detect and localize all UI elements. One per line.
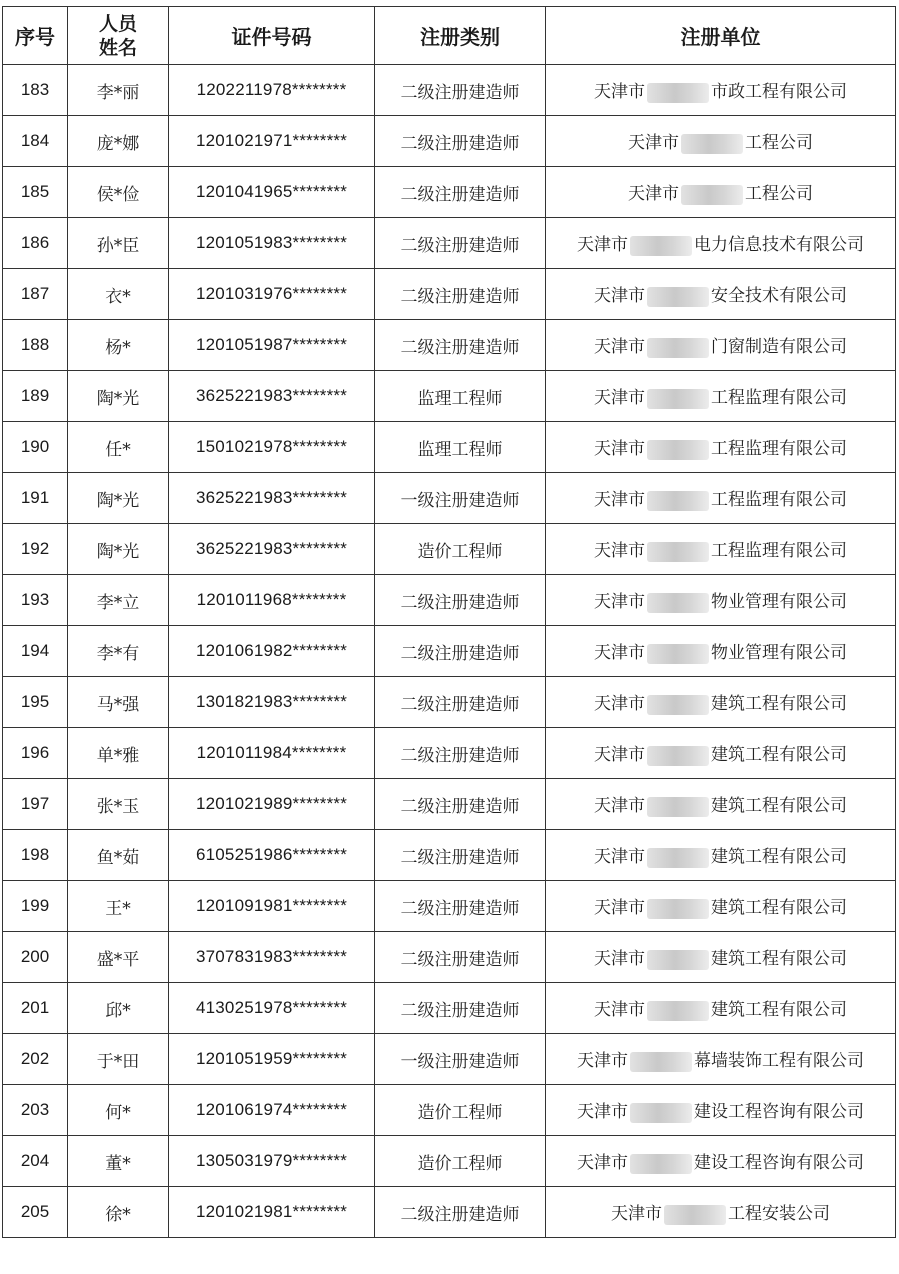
- cell-unit: [546, 1034, 896, 1085]
- cell-id-number: 1201011968********: [169, 575, 375, 626]
- table-row: [3, 1136, 896, 1187]
- cell-index: 205: [3, 1187, 68, 1238]
- redaction-blur: [681, 134, 743, 154]
- header-index: 序号: [3, 7, 68, 65]
- header-name-line1: 人员: [98, 12, 137, 35]
- cell-name: 李*丽: [68, 65, 169, 116]
- cell-index: 195: [3, 677, 68, 728]
- redaction-blur: [647, 1001, 709, 1021]
- unit-suffix: 建筑工程有限公司: [711, 898, 847, 919]
- unit-suffix: 市政工程有限公司: [711, 82, 847, 103]
- cell-index: 197: [3, 779, 68, 830]
- table-row: [3, 728, 896, 779]
- redaction-blur: [647, 287, 709, 307]
- cell-unit: [546, 677, 896, 728]
- cell-id-number: 1201051959********: [169, 1034, 375, 1085]
- cell-category: 二级注册建造师: [375, 932, 546, 983]
- unit-suffix: 建设工程咨询有限公司: [694, 1153, 864, 1174]
- cell-category: 二级注册建造师: [375, 320, 546, 371]
- cell-name: 王*: [68, 881, 169, 932]
- cell-category: 二级注册建造师: [375, 779, 546, 830]
- table-row: [3, 779, 896, 830]
- cell-category: 监理工程师: [375, 422, 546, 473]
- cell-id-number: 1201011984********: [169, 728, 375, 779]
- cell-index: 201: [3, 983, 68, 1034]
- cell-index: 196: [3, 728, 68, 779]
- cell-index: 187: [3, 269, 68, 320]
- redaction-blur: [647, 848, 709, 868]
- cell-id-number: 1305031979********: [169, 1136, 375, 1187]
- cell-name: 徐*: [68, 1187, 169, 1238]
- cell-index: 185: [3, 167, 68, 218]
- cell-name: 何*: [68, 1085, 169, 1136]
- cell-unit: [546, 167, 896, 218]
- cell-id-number: 1301821983********: [169, 677, 375, 728]
- cell-id-number: 6105251986********: [169, 830, 375, 881]
- table-header-row: [3, 7, 896, 65]
- cell-unit: [546, 575, 896, 626]
- cell-name: 李*有: [68, 626, 169, 677]
- unit-prefix: 天津市: [577, 1102, 628, 1123]
- unit-suffix: 电力信息技术有限公司: [694, 235, 864, 256]
- cell-id-number: 1201021971********: [169, 116, 375, 167]
- unit-suffix: 建筑工程有限公司: [711, 1000, 847, 1021]
- table-row: [3, 524, 896, 575]
- header-name-line2: 姓名: [98, 36, 137, 59]
- unit-prefix: 天津市: [594, 541, 645, 562]
- cell-unit: [546, 626, 896, 677]
- redaction-blur: [647, 389, 709, 409]
- cell-category: 二级注册建造师: [375, 728, 546, 779]
- cell-unit: [546, 1085, 896, 1136]
- unit-suffix: 物业管理有限公司: [711, 643, 847, 664]
- cell-category: 二级注册建造师: [375, 116, 546, 167]
- cell-index: 186: [3, 218, 68, 269]
- cell-index: 188: [3, 320, 68, 371]
- unit-suffix: 物业管理有限公司: [711, 592, 847, 613]
- unit-prefix: 天津市: [594, 439, 645, 460]
- redaction-blur: [647, 83, 709, 103]
- redaction-blur: [664, 1205, 726, 1225]
- cell-id-number: 3707831983********: [169, 932, 375, 983]
- cell-name: 衣*: [68, 269, 169, 320]
- cell-index: 183: [3, 65, 68, 116]
- unit-suffix: 工程监理有限公司: [711, 541, 847, 562]
- cell-id-number: 1201051983********: [169, 218, 375, 269]
- unit-suffix: 安全技术有限公司: [711, 286, 847, 307]
- unit-suffix: 门窗制造有限公司: [711, 337, 847, 358]
- unit-suffix: 建筑工程有限公司: [711, 949, 847, 970]
- cell-category: 二级注册建造师: [375, 218, 546, 269]
- cell-index: 191: [3, 473, 68, 524]
- cell-unit: [546, 371, 896, 422]
- cell-category: 一级注册建造师: [375, 1034, 546, 1085]
- cell-unit: [546, 932, 896, 983]
- unit-prefix: 天津市: [577, 1051, 628, 1072]
- cell-id-number: 1201021981********: [169, 1187, 375, 1238]
- unit-prefix: 天津市: [594, 796, 645, 817]
- cell-name: 侯*俭: [68, 167, 169, 218]
- cell-name: 董*: [68, 1136, 169, 1187]
- unit-suffix: 工程监理有限公司: [711, 490, 847, 511]
- cell-id-number: 1201061974********: [169, 1085, 375, 1136]
- cell-category: 二级注册建造师: [375, 167, 546, 218]
- table-row: [3, 830, 896, 881]
- cell-id-number: 1201031976********: [169, 269, 375, 320]
- table-row: [3, 116, 896, 167]
- table-row: [3, 983, 896, 1034]
- unit-prefix: 天津市: [594, 592, 645, 613]
- cell-unit: [546, 779, 896, 830]
- cell-category: 二级注册建造师: [375, 881, 546, 932]
- redaction-blur: [647, 491, 709, 511]
- redaction-blur: [647, 542, 709, 562]
- table-row: [3, 575, 896, 626]
- cell-name: 陶*光: [68, 524, 169, 575]
- cell-name: 邱*: [68, 983, 169, 1034]
- cell-index: 192: [3, 524, 68, 575]
- table-row: [3, 1187, 896, 1238]
- registration-table: [2, 6, 896, 1238]
- cell-unit: [546, 218, 896, 269]
- table-row: [3, 269, 896, 320]
- unit-prefix: 天津市: [628, 133, 679, 154]
- cell-unit: [546, 881, 896, 932]
- cell-unit: [546, 269, 896, 320]
- cell-index: 189: [3, 371, 68, 422]
- table-row: [3, 932, 896, 983]
- unit-prefix: 天津市: [594, 1000, 645, 1021]
- table-row: [3, 1085, 896, 1136]
- cell-unit: [546, 65, 896, 116]
- cell-category: 二级注册建造师: [375, 65, 546, 116]
- header-category: 注册类别: [375, 7, 546, 65]
- cell-id-number: 3625221983********: [169, 473, 375, 524]
- cell-id-number: 1201041965********: [169, 167, 375, 218]
- cell-category: 二级注册建造师: [375, 269, 546, 320]
- table-row: [3, 218, 896, 269]
- unit-suffix: 建筑工程有限公司: [711, 745, 847, 766]
- table-row: [3, 677, 896, 728]
- cell-index: 198: [3, 830, 68, 881]
- unit-suffix: 工程公司: [745, 184, 813, 205]
- unit-prefix: 天津市: [594, 694, 645, 715]
- redaction-blur: [647, 950, 709, 970]
- cell-unit: [546, 524, 896, 575]
- unit-prefix: 天津市: [594, 643, 645, 664]
- unit-suffix: 工程监理有限公司: [711, 439, 847, 460]
- cell-category: 二级注册建造师: [375, 983, 546, 1034]
- redaction-blur: [630, 236, 692, 256]
- redaction-blur: [647, 695, 709, 715]
- table-row: [3, 473, 896, 524]
- cell-unit: [546, 983, 896, 1034]
- cell-index: 204: [3, 1136, 68, 1187]
- redaction-blur: [647, 746, 709, 766]
- cell-index: 193: [3, 575, 68, 626]
- table-row: [3, 881, 896, 932]
- table-row: [3, 65, 896, 116]
- cell-id-number: 1202211978********: [169, 65, 375, 116]
- redaction-blur: [647, 899, 709, 919]
- cell-category: 二级注册建造师: [375, 677, 546, 728]
- cell-unit: [546, 320, 896, 371]
- cell-unit: [546, 728, 896, 779]
- cell-index: 184: [3, 116, 68, 167]
- table-row: [3, 371, 896, 422]
- header-unit: 注册单位: [546, 7, 896, 65]
- cell-unit: [546, 116, 896, 167]
- cell-index: 190: [3, 422, 68, 473]
- cell-name: 杨*: [68, 320, 169, 371]
- cell-name: 盛*平: [68, 932, 169, 983]
- cell-category: 二级注册建造师: [375, 575, 546, 626]
- cell-category: 造价工程师: [375, 524, 546, 575]
- cell-unit: [546, 1136, 896, 1187]
- table-body: [3, 65, 896, 1238]
- cell-name: 张*玉: [68, 779, 169, 830]
- cell-id-number: 1501021978********: [169, 422, 375, 473]
- redaction-blur: [630, 1052, 692, 1072]
- unit-suffix: 建筑工程有限公司: [711, 847, 847, 868]
- cell-unit: [546, 830, 896, 881]
- cell-id-number: 1201051987********: [169, 320, 375, 371]
- redaction-blur: [647, 593, 709, 613]
- unit-suffix: 工程安装公司: [728, 1204, 830, 1225]
- cell-name: 任*: [68, 422, 169, 473]
- table-row: [3, 626, 896, 677]
- cell-id-number: 4130251978********: [169, 983, 375, 1034]
- unit-prefix: 天津市: [594, 337, 645, 358]
- header-name: [68, 7, 169, 65]
- unit-prefix: 天津市: [594, 82, 645, 103]
- cell-index: 202: [3, 1034, 68, 1085]
- redaction-blur: [647, 440, 709, 460]
- cell-category: 监理工程师: [375, 371, 546, 422]
- unit-prefix: 天津市: [594, 745, 645, 766]
- unit-suffix: 幕墙装饰工程有限公司: [694, 1051, 864, 1072]
- cell-category: 造价工程师: [375, 1136, 546, 1187]
- cell-unit: [546, 473, 896, 524]
- cell-category: 二级注册建造师: [375, 626, 546, 677]
- cell-unit: [546, 422, 896, 473]
- unit-prefix: 天津市: [594, 898, 645, 919]
- cell-category: 一级注册建造师: [375, 473, 546, 524]
- cell-name: 孙*臣: [68, 218, 169, 269]
- unit-prefix: 天津市: [611, 1204, 662, 1225]
- redaction-blur: [630, 1103, 692, 1123]
- redaction-blur: [647, 338, 709, 358]
- table-row: [3, 320, 896, 371]
- cell-id-number: 1201021989********: [169, 779, 375, 830]
- cell-category: 造价工程师: [375, 1085, 546, 1136]
- redaction-blur: [647, 797, 709, 817]
- unit-prefix: 天津市: [577, 1153, 628, 1174]
- cell-name: 马*强: [68, 677, 169, 728]
- unit-prefix: 天津市: [628, 184, 679, 205]
- unit-prefix: 天津市: [594, 388, 645, 409]
- cell-index: 194: [3, 626, 68, 677]
- cell-name: 鱼*茹: [68, 830, 169, 881]
- cell-id-number: 3625221983********: [169, 371, 375, 422]
- cell-unit: [546, 1187, 896, 1238]
- cell-name: 陶*光: [68, 473, 169, 524]
- cell-name: 李*立: [68, 575, 169, 626]
- cell-name: 陶*光: [68, 371, 169, 422]
- cell-name: 庞*娜: [68, 116, 169, 167]
- cell-id-number: 1201061982********: [169, 626, 375, 677]
- unit-suffix: 建筑工程有限公司: [711, 796, 847, 817]
- cell-category: 二级注册建造师: [375, 830, 546, 881]
- cell-id-number: 3625221983********: [169, 524, 375, 575]
- unit-suffix: 工程公司: [745, 133, 813, 154]
- redaction-blur: [681, 185, 743, 205]
- cell-name: 于*田: [68, 1034, 169, 1085]
- unit-prefix: 天津市: [594, 490, 645, 511]
- cell-id-number: 1201091981********: [169, 881, 375, 932]
- unit-prefix: 天津市: [594, 949, 645, 970]
- cell-category: 二级注册建造师: [375, 1187, 546, 1238]
- redaction-blur: [630, 1154, 692, 1174]
- cell-index: 200: [3, 932, 68, 983]
- unit-suffix: 建设工程咨询有限公司: [694, 1102, 864, 1123]
- cell-index: 199: [3, 881, 68, 932]
- table-row: [3, 167, 896, 218]
- unit-prefix: 天津市: [594, 286, 645, 307]
- header-id-number: 证件号码: [169, 7, 375, 65]
- cell-index: 203: [3, 1085, 68, 1136]
- unit-suffix: 建筑工程有限公司: [711, 694, 847, 715]
- table-row: [3, 422, 896, 473]
- redaction-blur: [647, 644, 709, 664]
- unit-prefix: 天津市: [594, 847, 645, 868]
- unit-suffix: 工程监理有限公司: [711, 388, 847, 409]
- unit-prefix: 天津市: [577, 235, 628, 256]
- cell-name: 单*雅: [68, 728, 169, 779]
- table-row: [3, 1034, 896, 1085]
